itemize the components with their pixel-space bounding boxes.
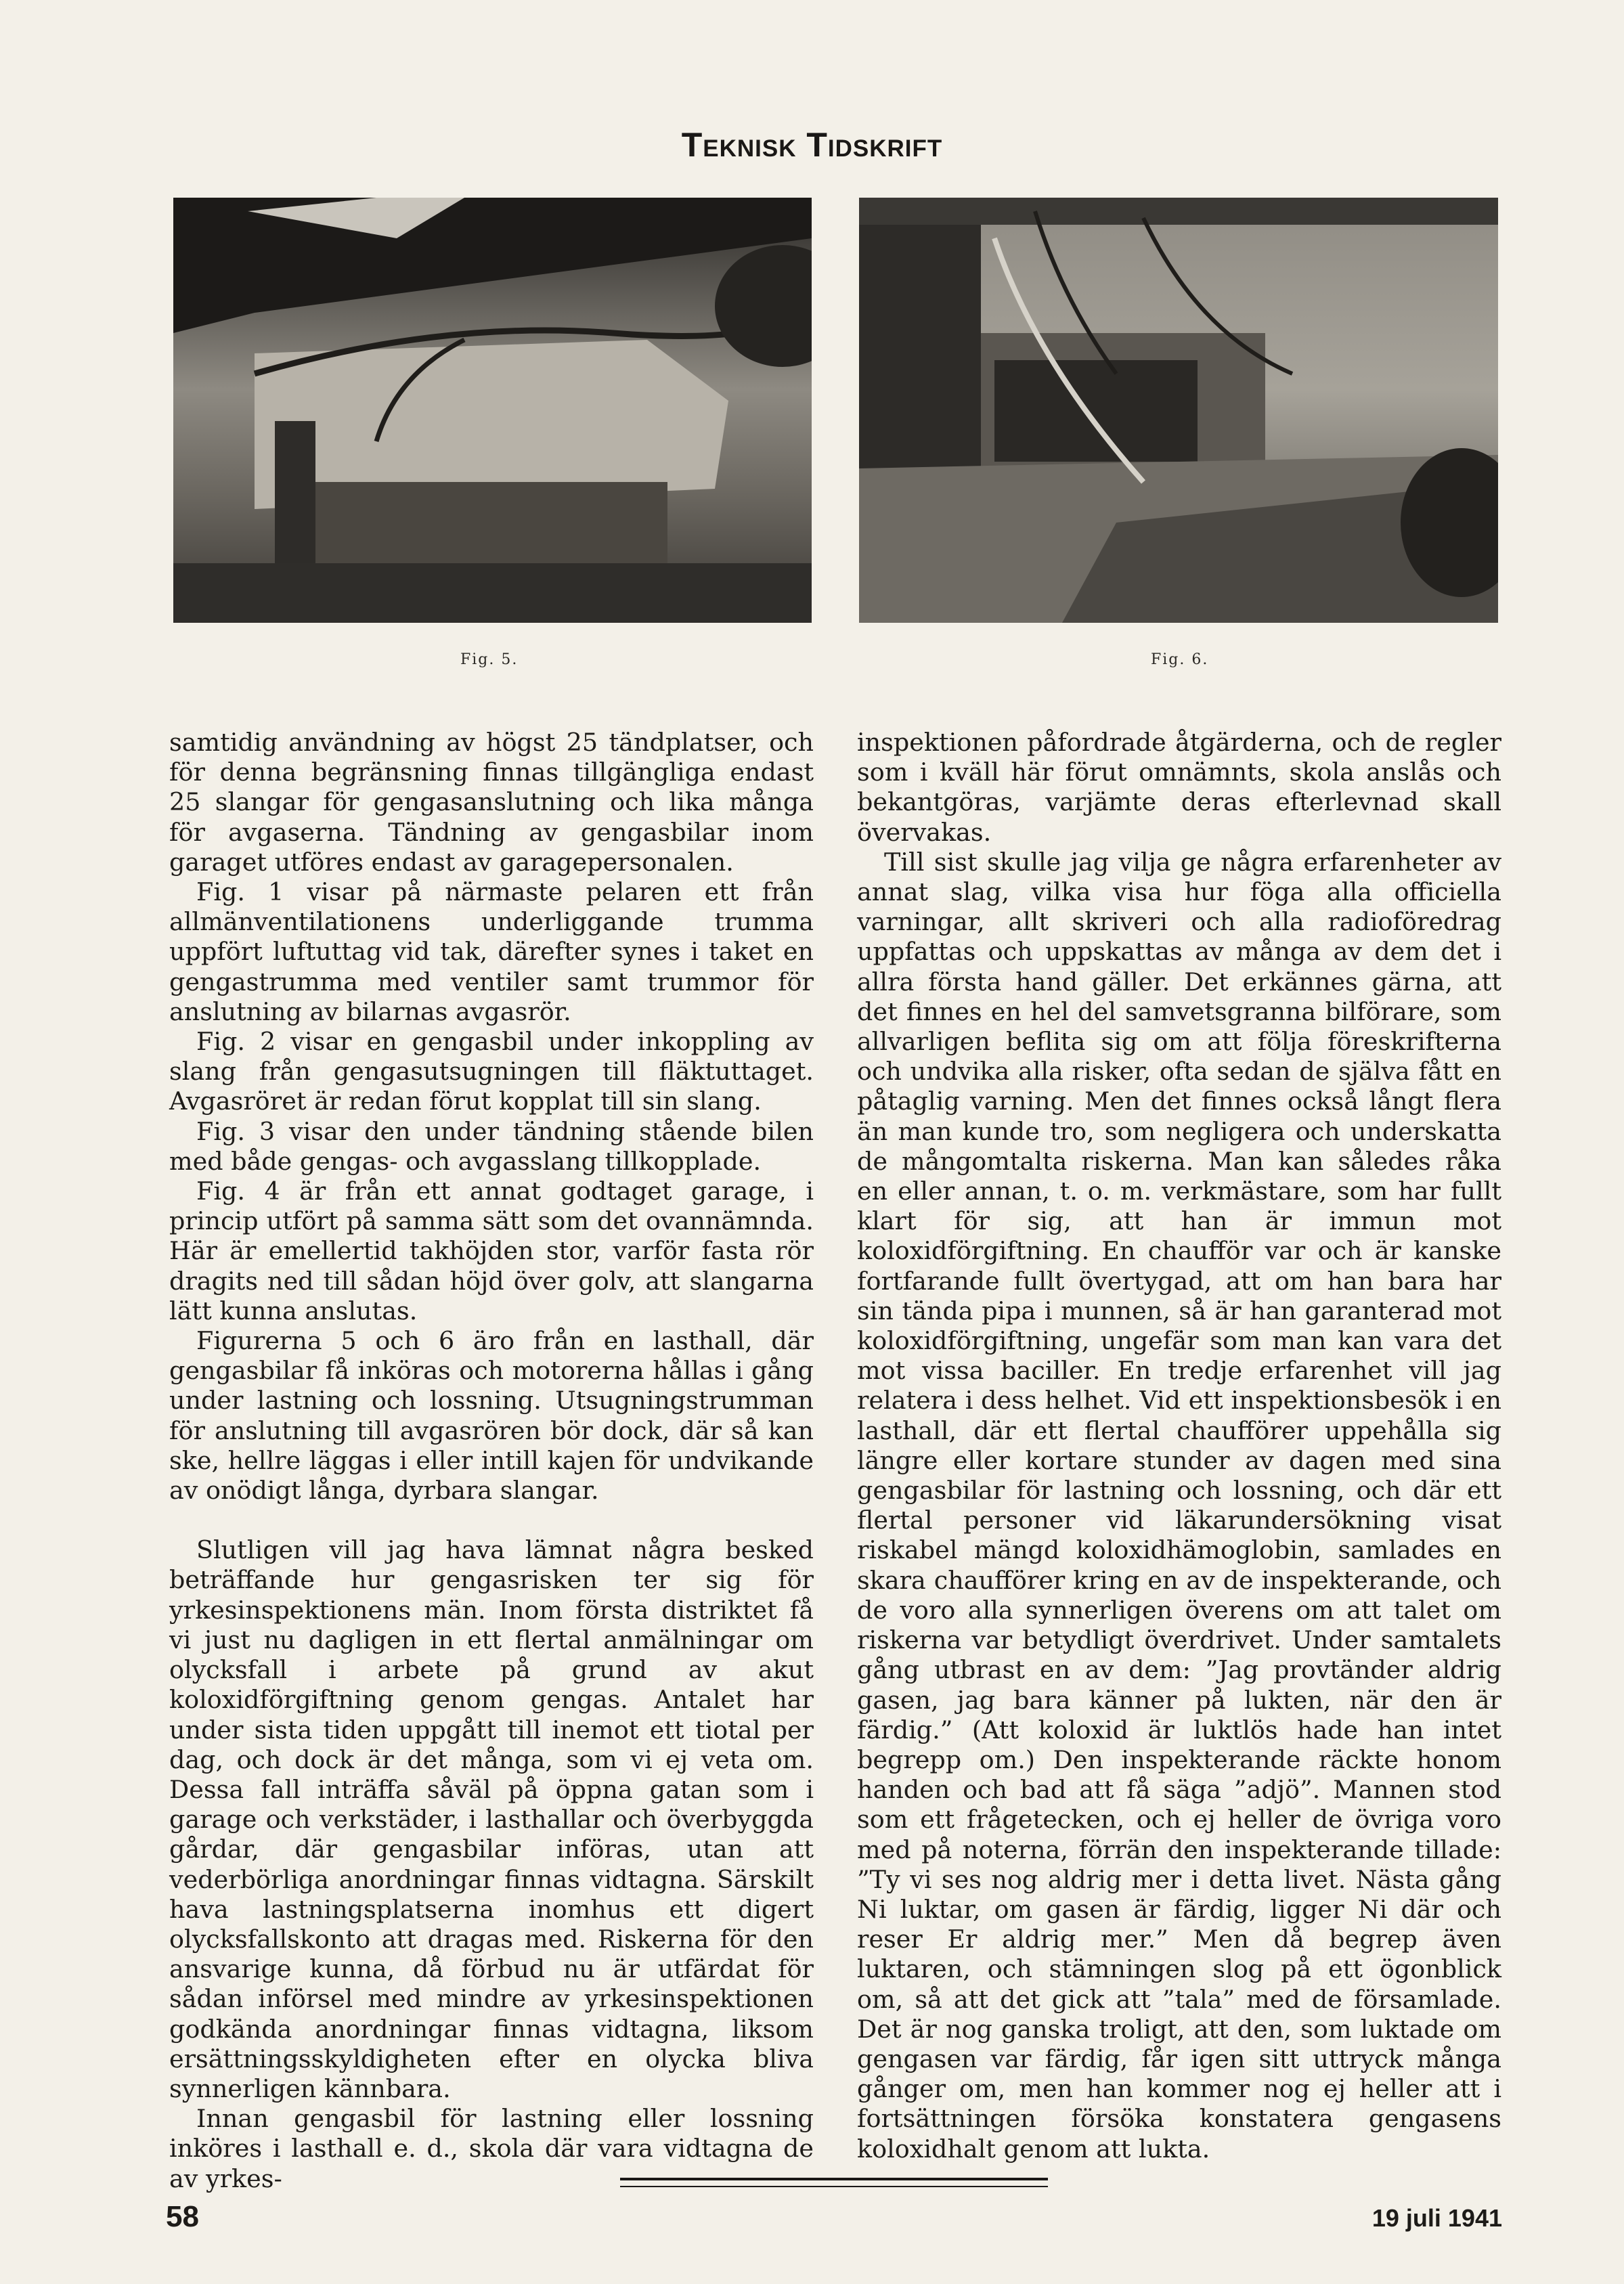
paragraph: Fig. 2 visar en gengasbil under inkoppling av slang från gengasutsugningen till fläktuttaget. Avgasröret är redan förut kopplat till sin slang. <box>169 1027 814 1116</box>
issue-date: 19 juli 1941 <box>1371 2204 1502 2232</box>
paragraph: Till sist skulle jag vilja ge några erfarenheter av annat slag, vilka visa hur föga alla officiella varningar, allt skriveri och alla radioföredrag uppfattas och uppskattas av många av dem det i allra första hand gäller. Det erkännes gärna, att det finnes en hel del samvetsgranna bilförare, som allvarligen beflita sig om att följa föreskrifterna och undvika alla risker, ofta sedan de själva fått en påtaglig varning. Men det finnes också långt flera än man kunde tro, som negligera och underskatta de mångomtalta riskerna. Man kan således råka en eller annan, t. o. m. verkmästare, som har fullt klart för sig, att han är immun mot koloxidförgiftning. En chaufför var och är kanske fortfarande fullt övertygad, att om han bara har sin tända pipa i munnen, så är han garanterad mot koloxidförgiftning, ungefär som man kan vara det mot vissa baciller. En tredje erfarenhet vill jag relatera i dess helhet. Vid ett inspektionsbesök i en lasthall, där ett flertal chaufförer uppehålla sig längre eller kortare stunder av dagen med sina gengasbilar för lastning och lossning, och där ett flertal personer vid läkarundersökning visat riskabel mängd koloxidhämoglobin, samlades en skara chaufförer kring en av de inspekterande, och de voro alla synnerligen överens om att talet om riskerna var betydligt överdrivet. Under samtalets gång utbrast en av dem: ”Jag provtänder aldrig gasen, jag bara känner på lukten, när den är färdig.” (Att koloxid är luktlös hade han intet begrepp om.) Den inspekterande räckte honom handen och bad att få säga ”adjö”. Mannen stod som ett frågetecken, och ej heller de övriga voro med på noterna, förrän den inspekterande tillade: ”Ty vi ses nog aldrig mer i detta livet. Nästa gång Ni luktar, om gasen är färdig, ligger Ni där och reser Er aldrig mer.” Men då begrep även luktaren, och stämningen slog på ett ögonblick om, så att det gick att ”tala” med de församlade. Det är nog ganska troligt, att den, som luktade om gengasen var färdig, får igen sitt uttryck många gånger om, men han kommer nog ej heller att i fortsättningen försöka konstatera gengasens koloxidhalt genom att lukta. <box>857 847 1501 2164</box>
figure-6-caption: Fig. 6. <box>1151 651 1209 668</box>
paragraph: Fig. 3 visar den under tändning stående bilen med både gengas- och avgasslang tillkopplade. <box>169 1116 814 1176</box>
article-column-left <box>169 728 814 2194</box>
figure-6-photo <box>859 198 1498 623</box>
article-column-right <box>857 728 1501 2164</box>
paragraph: Fig. 4 är från ett annat godtaget garage, i princip utfört på samma sätt som det ovannämnda. Här är emellertid takhöjden stor, varför fasta rör dragits ned till sådan höjd över golv, att slangarna lätt kunna anslutas. <box>169 1177 814 1325</box>
loading-hall-photo <box>859 198 1498 623</box>
footer-rule-thin <box>620 2186 1048 2187</box>
figure-5-photo <box>173 198 812 623</box>
paragraph: inspektionen påfordrade åtgärderna, och de regler som i kväll här förut omnämnts, skola anslås och bekantgöras, varjämte deras efterlevnad skall övervakas. <box>857 728 1501 847</box>
paragraph: Fig. 1 visar på närmaste pelaren ett från allmänventilationens underliggande trumma uppfört luftuttag vid tak, därefter synes i taket en gengastrumma med ventiler samt trummor för anslutning av bilarnas avgasrör. <box>169 877 814 1026</box>
paragraph: Innan gengasbil för lastning eller lossning inköres i lasthall e. d., skola där vara vidtagna de av yrkes- <box>169 2104 814 2193</box>
page-number: 58 <box>166 2200 199 2233</box>
journal-title: Teknisk Tidskrift <box>681 126 943 164</box>
figure-5-caption: Fig. 5. <box>460 651 519 668</box>
paragraph: samtidig användning av högst 25 tändplatser, och för denna begränsning finnas tillgängliga endast 25 slangar för gengasanslutning och lika många för avgaserna. Tändning av gengasbilar inom garaget utföres endast av garagepersonalen. <box>169 728 814 877</box>
garage-ceiling-photo <box>173 198 812 623</box>
footer-rule <box>620 2178 1048 2180</box>
paragraph: Slutligen vill jag hava lämnat några besked beträffande hur gengasrisken ter sig för yrkesinspektionens män. Inom första distriktet få vi just nu dagligen in ett flertal anmälningar om olycksfall i arbete på grund av akut koloxidförgiftning genom gengas. Antalet har under sista tiden uppgått till inemot ett tiotal per dag, och dock är det många, som vi ej veta om. Dessa fall inträffa såväl på öppna gatan som i garage och verkstäder, i lasthallar och överbyggda gårdar, där gengasbilar införas, utan att vederbörliga anordningar finnas vidtagna. Särskilt hava lastningsplatserna inomhus ett digert olycksfallskonto att dragas med. Riskerna för den ansvarige kunna, då förbud nu är utfärdat för sådan införsel med mindre av yrkesinspektionen godkända anordningar finnas vidtagna, liksom ersättningsskyldigheten efter en olycka bliva synnerligen kännbara. <box>169 1535 814 2103</box>
paragraph: Figurerna 5 och 6 äro från en lasthall, där gengasbilar få inköras och motorerna hållas i gång under lastning och lossning. Utsugningstrumman för anslutning till avgasrören bör dock, där så kan ske, hellre läggas i eller intill kajen för undvikande av onödigt långa, dyrbara slangar. <box>169 1326 814 1506</box>
